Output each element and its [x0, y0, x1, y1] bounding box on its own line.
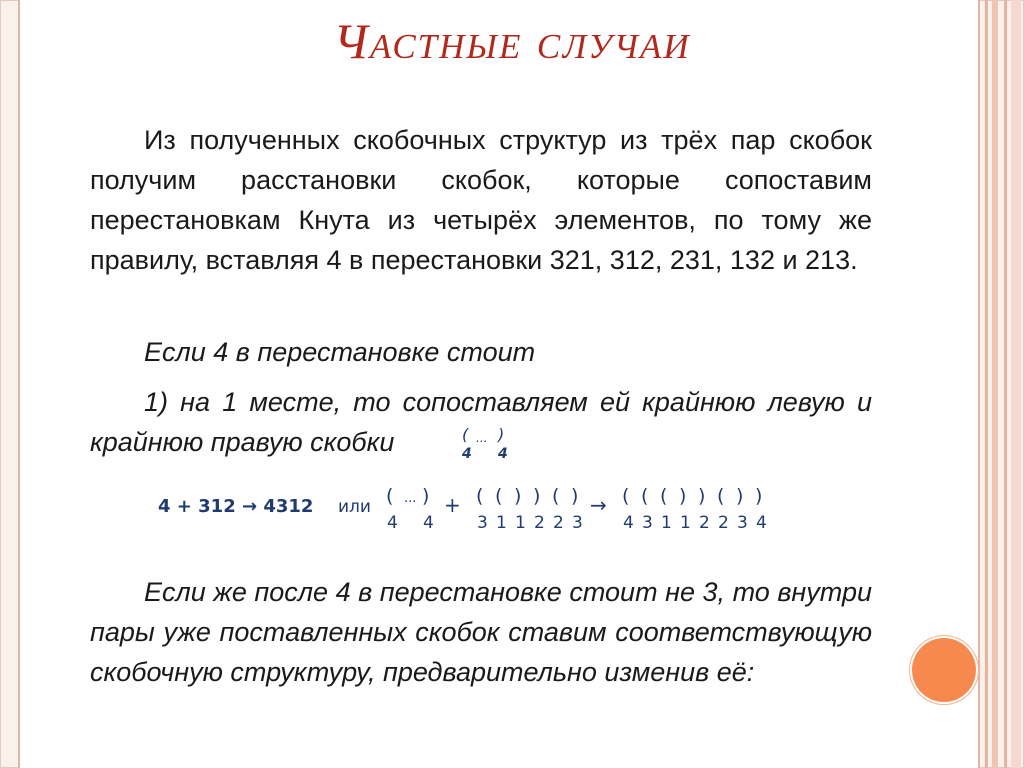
formula-group-2 — [476, 485, 583, 533]
formula-group-3 — [622, 485, 767, 533]
g1-top-symbol: ... — [404, 491, 417, 506]
formula-or: или — [338, 497, 371, 517]
g3-bottom-label: 4 — [623, 513, 634, 533]
mini-bracket-dots: ... — [476, 430, 488, 445]
g3-bottom-label: 3 — [642, 513, 653, 533]
g2-bottom-label: 1 — [515, 513, 526, 533]
g3-top-symbol: ) — [679, 485, 687, 507]
mini-bracket-close: ) — [498, 424, 505, 444]
decorative-stripe — [985, 0, 988, 768]
decorative-stripe — [1004, 0, 1007, 768]
paragraph-intro: Из полученных скобочных структур из трёх пар скобок получим расстановки скобок, которые сопоставим перестановкам Кнута из четырёх элементов, по тому же правилу, вставляя 4 в перестановки 321, 312, 231, 132 и 213. — [90, 125, 872, 275]
decorative-stripe — [1011, 0, 1021, 768]
mini-bracket-notation — [402, 424, 509, 464]
formula-plus: + — [444, 493, 461, 517]
g2-bottom-label: 2 — [553, 513, 564, 533]
g2-top-symbol: ( — [476, 485, 484, 507]
g3-top-symbol: ( — [641, 485, 649, 507]
paragraph-condition: Если 4 в перестановке стоит — [144, 337, 536, 367]
g3-top-symbol: ( — [717, 485, 725, 507]
decorative-circle-icon — [912, 638, 976, 702]
formula-group-1 — [386, 485, 434, 533]
g1-bottom-label: 4 — [423, 513, 434, 533]
g2-top-symbol: ) — [514, 485, 522, 507]
g3-top-symbol: ( — [622, 485, 630, 507]
g3-top-symbol: ) — [736, 485, 744, 507]
mini-bracket-label-right: 4 — [498, 445, 509, 462]
decorative-stripe — [992, 0, 998, 768]
g2-bottom-label: 1 — [496, 513, 507, 533]
paragraph-case-1 — [90, 382, 872, 464]
paragraph-case-other: Если же после 4 в перестановке стоит не 3, то внутри пары уже поставленных скобок ставим соответствующую скобочную структуру, предварительно изменив её: — [90, 577, 872, 687]
g3-bottom-label: 3 — [737, 513, 748, 533]
g3-top-symbol: ) — [698, 485, 706, 507]
g2-bottom-label: 2 — [534, 513, 545, 533]
mini-bracket-label-left: 4 — [462, 445, 473, 462]
bracket-formula — [158, 480, 798, 536]
g2-top-symbol: ( — [552, 485, 560, 507]
case-1-text: 1) на 1 месте, то сопоставляем ей крайнюю левую и крайнюю правую скобки — [90, 387, 872, 457]
g1-top-symbol: ) — [422, 485, 430, 507]
bracket-formula-svg — [158, 480, 798, 536]
g2-bottom-label: 3 — [572, 513, 583, 533]
slide-title: Частные случаи — [333, 13, 691, 69]
g2-bottom-label: 3 — [477, 513, 488, 533]
g2-top-symbol: ) — [571, 485, 579, 507]
g3-bottom-label: 4 — [756, 513, 767, 533]
formula-lead: 4 + 312 → 4312 — [158, 496, 314, 517]
g1-top-symbol: ( — [386, 485, 394, 507]
formula-arrow: → — [590, 493, 607, 517]
g3-top-symbol: ) — [755, 485, 763, 507]
g3-bottom-label: 1 — [680, 513, 691, 533]
g3-bottom-label: 2 — [718, 513, 729, 533]
g2-top-symbol: ) — [533, 485, 541, 507]
g3-bottom-label: 2 — [699, 513, 710, 533]
g1-bottom-label: 4 — [387, 513, 398, 533]
g3-top-symbol: ( — [660, 485, 668, 507]
mini-bracket-open: ( — [462, 424, 469, 444]
g2-top-symbol: ( — [495, 485, 503, 507]
g3-bottom-label: 1 — [661, 513, 672, 533]
